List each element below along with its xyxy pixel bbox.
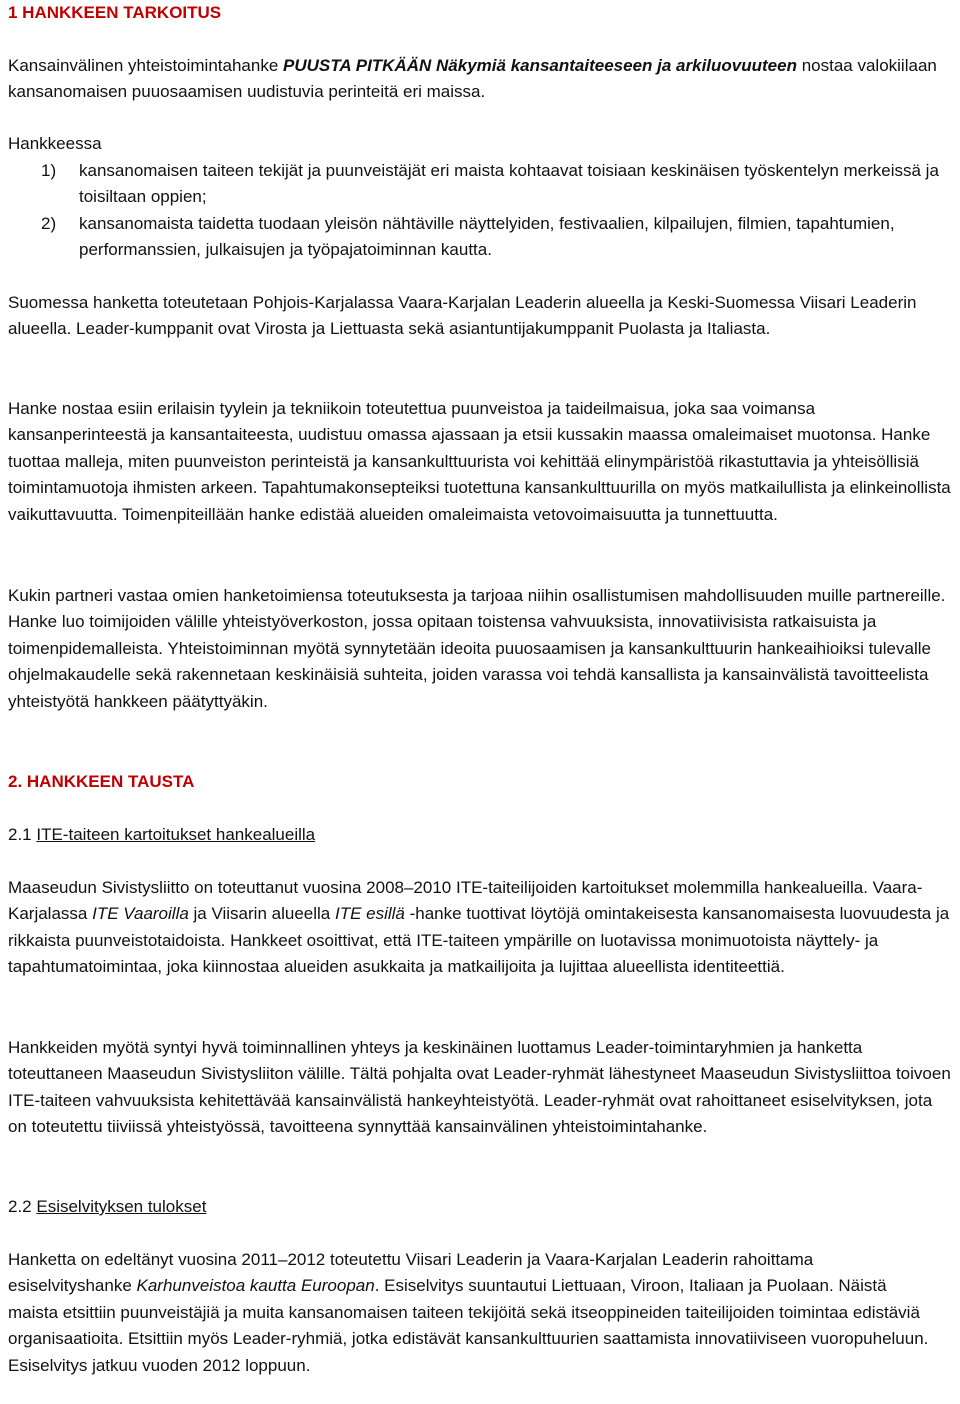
intro-text-e: nostaa valokiilaan kansanomaisen puuosaamisen uudistuvia perinteitä eri maissa. xyxy=(8,56,937,102)
list-item xyxy=(8,211,948,264)
list-item-text: kansanomaista taidetta tuodaan yleisön nähtäville näyttelyiden, festivaalien, kilpailujen, filmien, tapahtumien, performanssien, julkaisujen ja työpajatoiminnan kautta. xyxy=(79,213,895,260)
subsection-title: Esiselvityksen tulokset xyxy=(36,1197,207,1216)
study-text-a: Hanketta on edeltänyt vuosina 2011–2012 toteutettu Viisari Leaderin ja Vaara-Karjalan Leaderin rahoittama esiselvityshanke xyxy=(8,1250,814,1296)
project-subtitle: Näkymiä kansantaiteeseen ja arkiluovuuteen xyxy=(436,56,797,75)
subsection-number: 2.2 xyxy=(8,1197,37,1216)
section-heading-1: 1 HANKKEEN TARKOITUS xyxy=(8,3,222,22)
ite-text-e: -hanke tuottivat löytöjä omintakeisesta kansanomaisesta luovuudesta ja rikkaista puunveistotaidoista. Hankkeet osoittivat, että ITE-taiteen ympärille on luotavissa monimuotoista näyttely- ja tapahtumatoimintaa, joka kiinnostaa alueiden asukkaita ja matkailijoita ja lujittaa alueellista identiteettiä. xyxy=(8,904,950,977)
ite-text-c: ja Viisarin alueella xyxy=(188,904,335,924)
subsection-title: ITE-taiteen kartoitukset hankealueilla xyxy=(36,825,316,844)
list-item-text: kansanomaisen taiteen tekijät ja puunveistäjät eri maista kohtaavat toisiaan keskinäisen työskentelyn merkeissä ja toisiltaan oppien; xyxy=(79,161,939,207)
numbered-list xyxy=(8,158,948,264)
list-item xyxy=(8,158,948,211)
project-ite-vaaroilla: ITE Vaaroilla xyxy=(92,904,189,924)
subsection-heading-2-1 xyxy=(8,822,315,848)
section-heading-2: 2. HANKKEEN TAUSTA xyxy=(8,772,195,791)
paragraph-preliminary-study xyxy=(8,1247,938,1379)
list-item-number: 2) xyxy=(41,213,57,233)
paragraph-intro xyxy=(8,53,948,106)
project-ite-esilla: ITE esillä xyxy=(334,904,405,924)
subsection-number: 2.1 xyxy=(8,825,37,844)
study-text-c: . Esiselvitys suuntautui Liettuaan, Viroon, Italiaan ja Puolaan. Näistä maista etsittiin puunveistäjiä ja muita kansanomaisen taiteen tekijöitä sekä itseoppineiden taiteilijoiden toimintaa edistäviä organisaatioita. Etsittiin myös Leader-ryhmiä, jotka edistävät kansankulttuurien saattamista innovatiiviseen vuoropuheluun. Esiselvitys jatkuu vuoden 2012 loppuun. xyxy=(8,1276,929,1375)
paragraph-ite-surveys xyxy=(8,875,956,981)
paragraph-partners: Kukin partneri vastaa omien hanketoimiensa toteutuksesta ja tarjoaa niihin osallistumisen mahdollisuuden muille partnereille. Hanke luo toimijoiden välille yhteistyöverkoston, jossa opitaan toistensa vahvuuksista, innovatiivisista ratkaisuista ja toimenpidemalleista. Yhteistoiminnan myötä synnytetään ideoita puuosaamisen ja kansankulttuurin hankeaihioiksi tulevalle ohjelmakaudelle sekä rakennetaan keskinäisiä suhteita, joiden varassa voi tehdä kansallista ja kansainvälistä tavoitteelista yhteistyötä hankkeen päätyttyäkin. xyxy=(8,586,946,711)
project-karhunveistoa: Karhunveistoa kautta Euroopan xyxy=(136,1276,375,1296)
list-item-number: 1) xyxy=(41,161,57,180)
paragraph-woodcarving: Hanke nostaa esiin erilaisin tyylein ja tekniikoin toteutettua puunveistoa ja taideilmaisua, joka saa voimansa kansanperinteestä ja kansantaiteesta, uudistuu omassa ajassaan ja etsii kussakin maassa omaleimaiset muotonsa. Hanke tuottaa malleja, miten puunveiston perinteistä ja kansankulttuurista voi kehittää elinympäristöä rikastuttavia ja yhteisöllisiä toimintamuotoja ihmisten arkeen. Tapahtumakonsepteiksi tuotettuna kansankulttuurilla on myös matkailullista ja elinkeinollista vaikuttavuutta. Toimenpiteillään hanke edistää alueiden omaleimaista vetovoimaisuutta ja tunnettuutta. xyxy=(8,399,951,524)
paragraph-leader-cooperation: Hankkeiden myötä syntyi hyvä toiminnallinen yhteys ja keskinäinen luottamus Leader-toimintaryhmien ja hanketta toteuttaneen Maaseudun Sivistysliiton välille. Tältä pohjalta ovat Leader-ryhmät lähestyneet Maaseudun Sivistysliittoa toivoen ITE-taiteen vahvuuksista kehitettävää kansainvälistä hankeyhteistyötä. Leader-ryhmät ovat rahoittaneet esiselvityksen, jota on toteutettu tiiviissä yhteistyössä, tavoitteena synnyttää kansainvälinen yhteistoimintahanke. xyxy=(8,1038,951,1137)
list-intro: Hankkeessa xyxy=(8,134,102,153)
subsection-heading-2-2 xyxy=(8,1194,206,1220)
project-name: PUUSTA PITKÄÄN xyxy=(283,56,432,75)
intro-text-a: Kansainvälinen yhteistoimintahanke xyxy=(8,56,284,75)
ite-text-a: Maaseudun Sivistysliitto on toteuttanut vuosina 2008–2010 ITE-taiteilijoiden kartoitukset molemmilla hankealueilla. Vaara-Karjalassa xyxy=(8,878,923,924)
paragraph-finland: Suomessa hanketta toteutetaan Pohjois-Karjalassa Vaara-Karjalan Leaderin alueella ja Keski-Suomessa Viisari Leaderin alueella. Leader-kumppanit ovat Virosta ja Liettuasta sekä asiantuntijakumppanit Puolasta ja Italiasta. xyxy=(8,293,917,339)
